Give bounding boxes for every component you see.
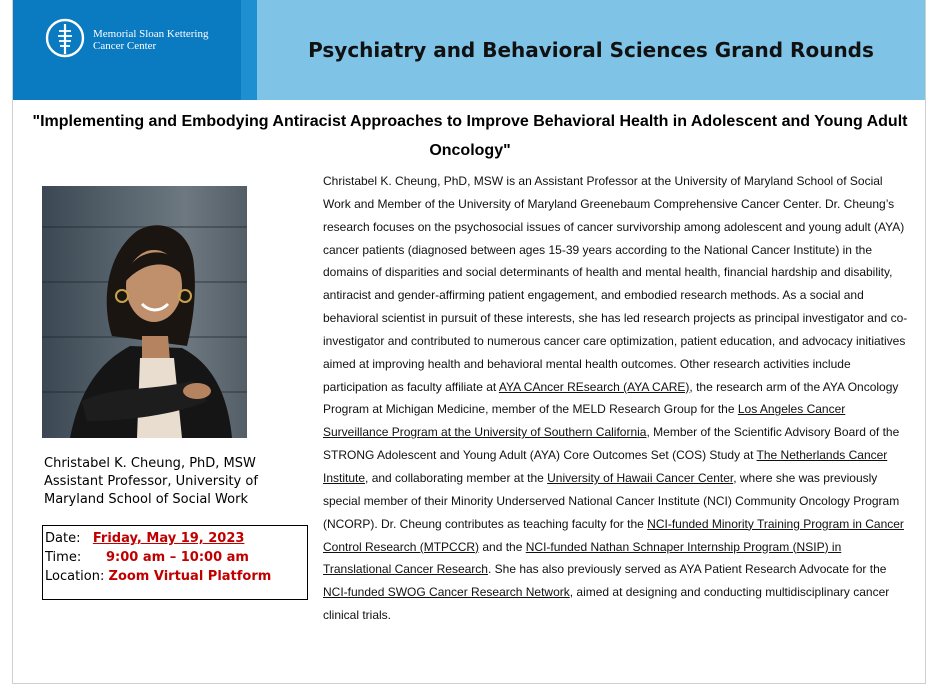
link-swog[interactable]: NCI-funded SWOG Cancer Research Network (323, 585, 570, 600)
bio-text: , aimed at designing and conducting multidisciplinary cancer clinical trials. (323, 585, 890, 623)
link-netherlands-cancer-institute[interactable]: The Netherlands Cancer Institute (323, 448, 888, 485)
bio-text: , Member of the Scientific Advisory Board of the STRONG Adolescent and Young Adult (AYA) Core Outcomes Set (COS) Study at (323, 425, 900, 463)
event-info-box (42, 525, 308, 600)
event-time-row (45, 548, 305, 567)
date-label: Date: (45, 531, 81, 546)
logo-line-2: Cancer Center (93, 40, 157, 52)
talk-title: "Implementing and Embodying Antiracist Approaches to Improve Behavioral Health in Adolescent and Young Adult Oncology" (32, 113, 908, 159)
bio-text: , and collaborating member at the (365, 470, 548, 485)
logo-line-1: Memorial Sloan Kettering (93, 28, 209, 40)
bio-text: and the (479, 539, 526, 554)
time-label: Time: (45, 550, 82, 565)
banner-stripe (241, 0, 257, 100)
speaker-role: Assistant Professor, University of Maryland School of Social Work (44, 474, 258, 507)
logo-block (13, 0, 241, 100)
event-date-row (45, 529, 305, 548)
bio-text: . She has also previously served as AYA Patient Research Advocate for the (487, 562, 887, 577)
link-aya-care[interactable]: AYA CAncer REsearch (AYA CARE) (498, 379, 690, 394)
speaker-name: Christabel K. Cheung, PhD, MSW (44, 456, 256, 471)
bio-text: , where she was previously special member of their Minority Underserved National Cancer Institute (NCI) Community Oncology Program (NCORP). Dr. Cheung contributes as teaching faculty for the (323, 470, 900, 531)
link-nsip[interactable]: NCI-funded Nathan Schnaper Internship Program (NSIP) in Translational Cancer Research (323, 539, 842, 577)
time-value: 9:00 am – 10:00 am (106, 550, 249, 565)
link-la-cancer-surveillance[interactable]: Los Angeles Cancer Surveillance Program at the University of Southern California (323, 402, 846, 440)
location-label: Location: (45, 569, 105, 584)
speaker-bio (323, 170, 908, 627)
bio-text: , the research arm of the AYA Oncology Program at Michigan Medicine, member of the MELD Research Group for the (323, 379, 899, 417)
bio-text: Christabel K. Cheung, PhD, MSW is an Assistant Professor at the University of Maryland School of Social Work and Member of the University of Maryland Greenebaum Comprehensive Cancer Center. Dr. Cheung’s research focuses on the psychosocial issues of cancer survivorship among adolescent and young adult (AYA) cancer patients (diagnosed between ages 15-39 years according to the National Cancer Institute) in the domains of disparities and social determinants of health and mental health, financial hardship and disability, antiracist and gender-affirming patient engagement, and embodied research methods. As a social and behavioral scientist in pursuit of these interests, she has led research projects as principal investigator and co-investigator and contributed to numerous cancer care optimization, patient education, and advocacy initiatives aimed at improving health and behavioral mental health outcomes. Other research activities include participation as faculty affiliate at (323, 174, 908, 394)
date-value: Friday, May 19, 2023 (92, 531, 245, 546)
link-hawaii-cancer-center[interactable]: University of Hawaii Cancer Center (547, 470, 734, 485)
speaker-figure-icon (42, 186, 247, 438)
page-title: Psychiatry and Behavioral Sciences Grand Rounds (308, 38, 874, 62)
msk-logo-icon (45, 16, 85, 64)
location-value: Zoom Virtual Platform (108, 569, 272, 584)
header-banner (13, 0, 925, 100)
logo-text (93, 28, 208, 52)
speaker-photo (42, 186, 247, 438)
link-mtpccr[interactable]: NCI-funded Minority Training Program in Cancer Control Research (MTPCCR) (323, 516, 904, 554)
speaker-caption (44, 455, 284, 509)
event-location-row (45, 567, 305, 586)
